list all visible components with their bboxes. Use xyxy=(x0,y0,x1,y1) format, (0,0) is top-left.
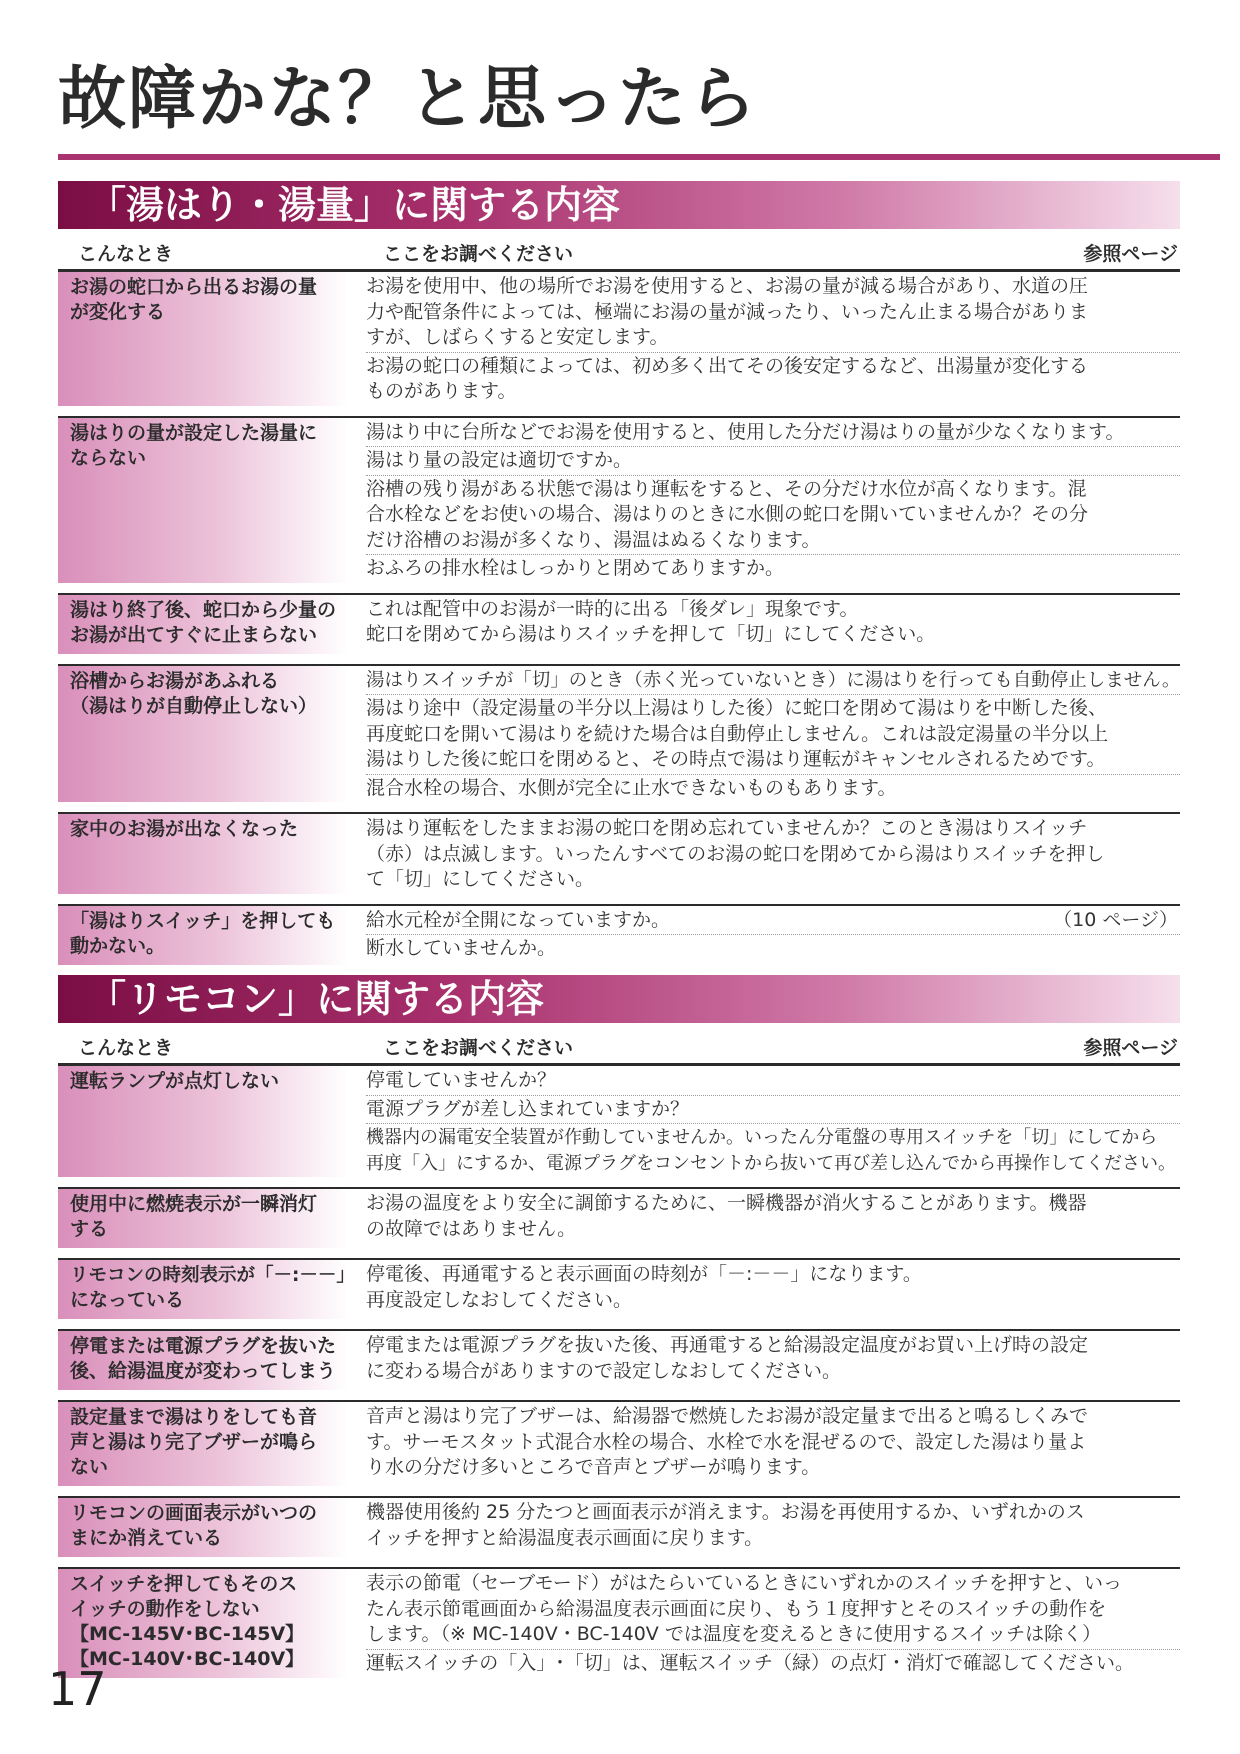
symptom-cell xyxy=(58,595,348,654)
symptom-text: まにか消えている xyxy=(70,1527,223,1549)
check-item xyxy=(366,1650,1180,1678)
check-text: お湯の温度をより安全に調節するために、一瞬機器が消火することがあります。機器 xyxy=(366,1192,1087,1214)
col-check: ここをお調べください xyxy=(383,243,574,265)
check-cell xyxy=(366,418,1180,583)
symptom-text: お湯の蛇口から出るお湯の量 xyxy=(70,276,318,298)
check-item xyxy=(366,1332,1180,1385)
check-item xyxy=(366,476,1180,556)
check-item xyxy=(366,273,1180,353)
check-cell xyxy=(366,1402,1180,1486)
table-row xyxy=(58,664,1180,803)
symptom-text: 湯はり終了後、蛇口から少量の xyxy=(70,598,337,621)
check-text: 停電後、再通電すると表示画面の時刻が「－:－－」になります。 xyxy=(366,1263,922,1285)
symptom-text: 使用中に燃焼表示が一瞬消灯 xyxy=(70,1193,318,1215)
symptom-text: （湯はりが自動停止しない） xyxy=(70,694,318,717)
col-when: こんなとき xyxy=(78,1037,174,1059)
check-item xyxy=(366,1067,1180,1096)
check-item xyxy=(366,935,1180,963)
table-row xyxy=(58,812,1180,894)
table-row xyxy=(58,416,1180,583)
check-text: おふろの排水栓はしっかりと閉めてありますか。 xyxy=(366,557,785,579)
check-text: 混合水栓の場合、水側が完全に止水できないものもあります。 xyxy=(366,776,897,799)
check-text: 浴槽の残り湯がある状態で湯はり運転をすると、その分だけ水位が高くなります。混 xyxy=(366,477,1087,500)
symptom-text: ない xyxy=(70,1456,109,1478)
symptom-text: スイッチを押してもそのス xyxy=(70,1573,298,1595)
check-text: お湯を使用中、他の場所でお湯を使用すると、お湯の量が減る場合があり、水道の圧 xyxy=(366,275,1089,297)
table-row xyxy=(58,1187,1180,1248)
check-text: 電源プラグが差し込まれていますか？ xyxy=(366,1097,690,1120)
col-ref: 参照ページ xyxy=(1083,243,1178,265)
symptom-cell xyxy=(58,272,348,406)
check-text: 湯はりスイッチが「切」のとき（赤く光っていないとき）に湯はりを行っても自動停止しません。 xyxy=(366,669,1181,691)
check-item xyxy=(366,1570,1180,1650)
check-text: 表示の節電（セーブモード）がはたらいているときにいずれかのスイッチを押すと、いっ xyxy=(366,1572,1123,1594)
symptom-cell xyxy=(58,814,348,894)
col-ref: 参照ページ xyxy=(1083,1037,1178,1059)
check-item xyxy=(366,447,1180,476)
trouble-table xyxy=(58,1066,1180,1678)
symptom-text: する xyxy=(70,1218,109,1240)
check-item xyxy=(366,353,1180,406)
table-row xyxy=(58,1258,1180,1319)
check-text: 合水栓などをお使いの場合、湯はりのときに水側の蛇口を開いていませんか？その分 xyxy=(366,503,1089,525)
symptom-text: になっている xyxy=(70,1289,185,1311)
check-text: 蛇口を閉めてから湯はりスイッチを押して「切」にしてください。 xyxy=(366,623,936,645)
table-row xyxy=(58,1066,1180,1177)
check-text: （赤）は点滅します。いったんすべてのお湯の蛇口を閉めてから湯はりスイッチを押し xyxy=(366,842,1105,865)
symptom-text: 運転ランプが点灯しない xyxy=(70,1070,280,1092)
table-row xyxy=(58,1496,1180,1557)
table-row xyxy=(58,1329,1180,1390)
page-title: 故障かな？と思ったら xyxy=(58,60,759,139)
symptom-text: 【MC-145V･BC-145V】 xyxy=(70,1623,305,1645)
check-item xyxy=(366,1190,1180,1243)
symptom-text: ならない xyxy=(70,446,147,469)
symptom-text: 【MC-140V･BC-140V】 xyxy=(70,1648,305,1670)
symptom-cell xyxy=(58,1402,348,1486)
symptom-text: 湯はりの量が設定した湯量に xyxy=(70,421,318,444)
check-item xyxy=(366,815,1180,894)
check-text: すが、しばらくすると安定します。 xyxy=(366,326,669,348)
check-text: イッチを押すと給湯温度表示画面に戻ります。 xyxy=(366,1526,764,1549)
symptom-text: 停電または電源プラグを抜いた xyxy=(70,1335,337,1357)
section-remote xyxy=(58,975,1180,1678)
check-text: 停電していませんか？ xyxy=(366,1069,557,1091)
check-cell xyxy=(366,272,1180,406)
symptom-text: 浴槽からお湯があふれる xyxy=(70,669,280,692)
check-text: だけ浴槽のお湯が多くなり、湯温はぬるくなります。 xyxy=(366,528,821,551)
check-item xyxy=(366,775,1180,803)
check-text: 再度「入」にするか、電源プラグをコンセントから抜いて再び差し込んでから再操作してください。 xyxy=(366,1152,1176,1174)
check-cell xyxy=(366,1498,1180,1557)
symptom-cell xyxy=(58,1331,348,1390)
check-text: します。（※ MC-140V・BC-140V では温度を変えるときに使用するスイッチは除く） xyxy=(366,1623,1102,1645)
check-text: 湯はり中に台所などでお湯を使用すると、使用した分だけ湯はりの量が少なくなります。 xyxy=(366,420,1125,443)
section-banner: 「リモコン」に関する内容 xyxy=(58,975,1180,1023)
check-item xyxy=(366,1403,1180,1482)
table-header xyxy=(58,1023,1180,1066)
check-text: 湯はりした後に蛇口を閉めると、その時点で湯はり運転がキャンセルされるためです。 xyxy=(366,748,1106,770)
check-cell xyxy=(366,1066,1180,1177)
symptom-text: お湯が出てすぐに止まらない xyxy=(70,623,318,646)
check-text: これは配管中のお湯が一時的に出る「後ダレ」現象です。 xyxy=(366,597,859,620)
check-text: の故障ではありません。 xyxy=(366,1217,577,1240)
check-cell xyxy=(366,1331,1180,1390)
reference-page: （10 ページ） xyxy=(1053,908,1178,931)
check-cell xyxy=(366,906,1180,965)
check-text: 湯はり途中（設定湯量の半分以上湯はりした後）に蛇口を閉めて湯はりを中断した後、 xyxy=(366,697,1108,719)
check-item xyxy=(366,695,1180,775)
check-item xyxy=(366,1096,1180,1125)
symptom-text: リモコンの時刻表示が「－:－－」 xyxy=(70,1265,355,1286)
check-text: 湯はり運転をしたままお湯の蛇口を閉め忘れていませんか？このとき湯はりスイッチ xyxy=(366,817,1088,839)
check-text: 給水元栓が全開になっていますか。 xyxy=(366,908,671,931)
check-text: ものがあります。 xyxy=(366,380,517,402)
check-text: す。サーモスタット式混合水栓の場合、水栓で水を混ぜるので、設定した湯はり量よ xyxy=(366,1430,1087,1453)
symptom-cell xyxy=(58,666,348,803)
check-text: 音声と湯はり完了ブザーは、給湯器で燃焼したお湯が設定量まで出ると鳴るしくみで xyxy=(366,1405,1089,1427)
table-row xyxy=(58,272,1180,406)
check-text: 再度設定しなおしてください。 xyxy=(366,1288,633,1311)
symptom-cell xyxy=(58,1260,355,1319)
check-text: 停電または電源プラグを抜いた後、再通電すると給湯設定温度がお買い上げ時の設定 xyxy=(366,1334,1089,1356)
check-text: て「切」にしてください。 xyxy=(366,868,595,890)
symptom-text: 「湯はりスイッチ」を押しても xyxy=(70,909,336,932)
symptom-cell xyxy=(58,1498,348,1557)
symptom-text: 動かない。 xyxy=(70,934,166,957)
symptom-cell xyxy=(58,418,348,583)
check-text: 断水していませんか。 xyxy=(366,937,557,959)
trouble-table xyxy=(58,272,1180,965)
symptom-text: が変化する xyxy=(70,301,166,323)
check-item xyxy=(366,1499,1180,1552)
symptom-text: リモコンの画面表示がいつの xyxy=(70,1502,318,1524)
symptom-cell xyxy=(58,906,348,965)
check-cell xyxy=(366,1189,1180,1248)
check-text: 湯はり量の設定は適切ですか。 xyxy=(366,449,633,471)
check-text: 力や配管条件によっては、極端にお湯の量が減ったり、いったん止まる場合がありま xyxy=(366,300,1089,323)
section-bath-filling xyxy=(58,181,1180,965)
page-number: 17 xyxy=(48,1662,107,1716)
check-text: 再度蛇口を開いて湯はりを続けた場合は自動停止しません。これは設定湯量の半分以上 xyxy=(366,722,1109,745)
check-text: り水の分だけ多いところで音声とブザーが鳴ります。 xyxy=(366,1456,821,1478)
symptom-text: イッチの動作をしない xyxy=(70,1598,260,1620)
table-row xyxy=(58,593,1180,654)
check-text: お湯の蛇口の種類によっては、初め多く出てその後安定するなど、出湯量が変化する xyxy=(366,354,1089,377)
check-text: 機器内の漏電安全装置が作動していませんか。いったん分電盤の専用スイッチを「切」にしてから xyxy=(366,1127,1158,1148)
symptom-text: 後、給湯温度が変わってしまう xyxy=(70,1360,336,1382)
check-text: に変わる場合がありますので設定しなおしてください。 xyxy=(366,1359,842,1382)
check-cell xyxy=(366,666,1180,803)
check-text: 運転スイッチの「入」･「切」は、運転スイッチ（緑）の点灯・消灯で確認してください。 xyxy=(366,1651,1134,1674)
check-item xyxy=(366,1124,1180,1177)
check-item xyxy=(366,1261,1180,1314)
check-cell xyxy=(366,1260,1180,1319)
check-item xyxy=(366,419,1180,448)
title-rule xyxy=(58,154,1220,160)
symptom-cell xyxy=(58,1189,348,1248)
check-item xyxy=(366,667,1180,696)
symptom-text: 設定量まで湯はりをしても音 xyxy=(70,1406,318,1428)
symptom-text: 声と湯はり完了ブザーが鳴ら xyxy=(70,1431,318,1453)
check-text: たん表示節電画面から給湯温度表示画面に戻り、もう１度押すとそのスイッチの動作を xyxy=(366,1597,1107,1620)
table-row xyxy=(58,1567,1180,1678)
check-item xyxy=(366,555,1180,583)
check-item xyxy=(366,907,1180,936)
table-row xyxy=(58,1400,1180,1486)
table-header xyxy=(58,229,1180,272)
check-text: 機器使用後約 25 分たつと画面表示が消えます。お湯を再使用するか、いずれかのス xyxy=(366,1501,1085,1523)
check-cell xyxy=(366,595,1180,654)
col-check: ここをお調べください xyxy=(383,1037,574,1059)
symptom-cell xyxy=(58,1066,348,1177)
symptom-text: 家中のお湯が出なくなった xyxy=(70,818,299,840)
col-when: こんなとき xyxy=(78,243,174,265)
check-cell xyxy=(366,1569,1180,1678)
check-cell xyxy=(366,814,1180,894)
section-banner: 「湯はり・湯量」に関する内容 xyxy=(58,181,1180,229)
check-item xyxy=(366,596,1180,649)
table-row xyxy=(58,904,1180,965)
